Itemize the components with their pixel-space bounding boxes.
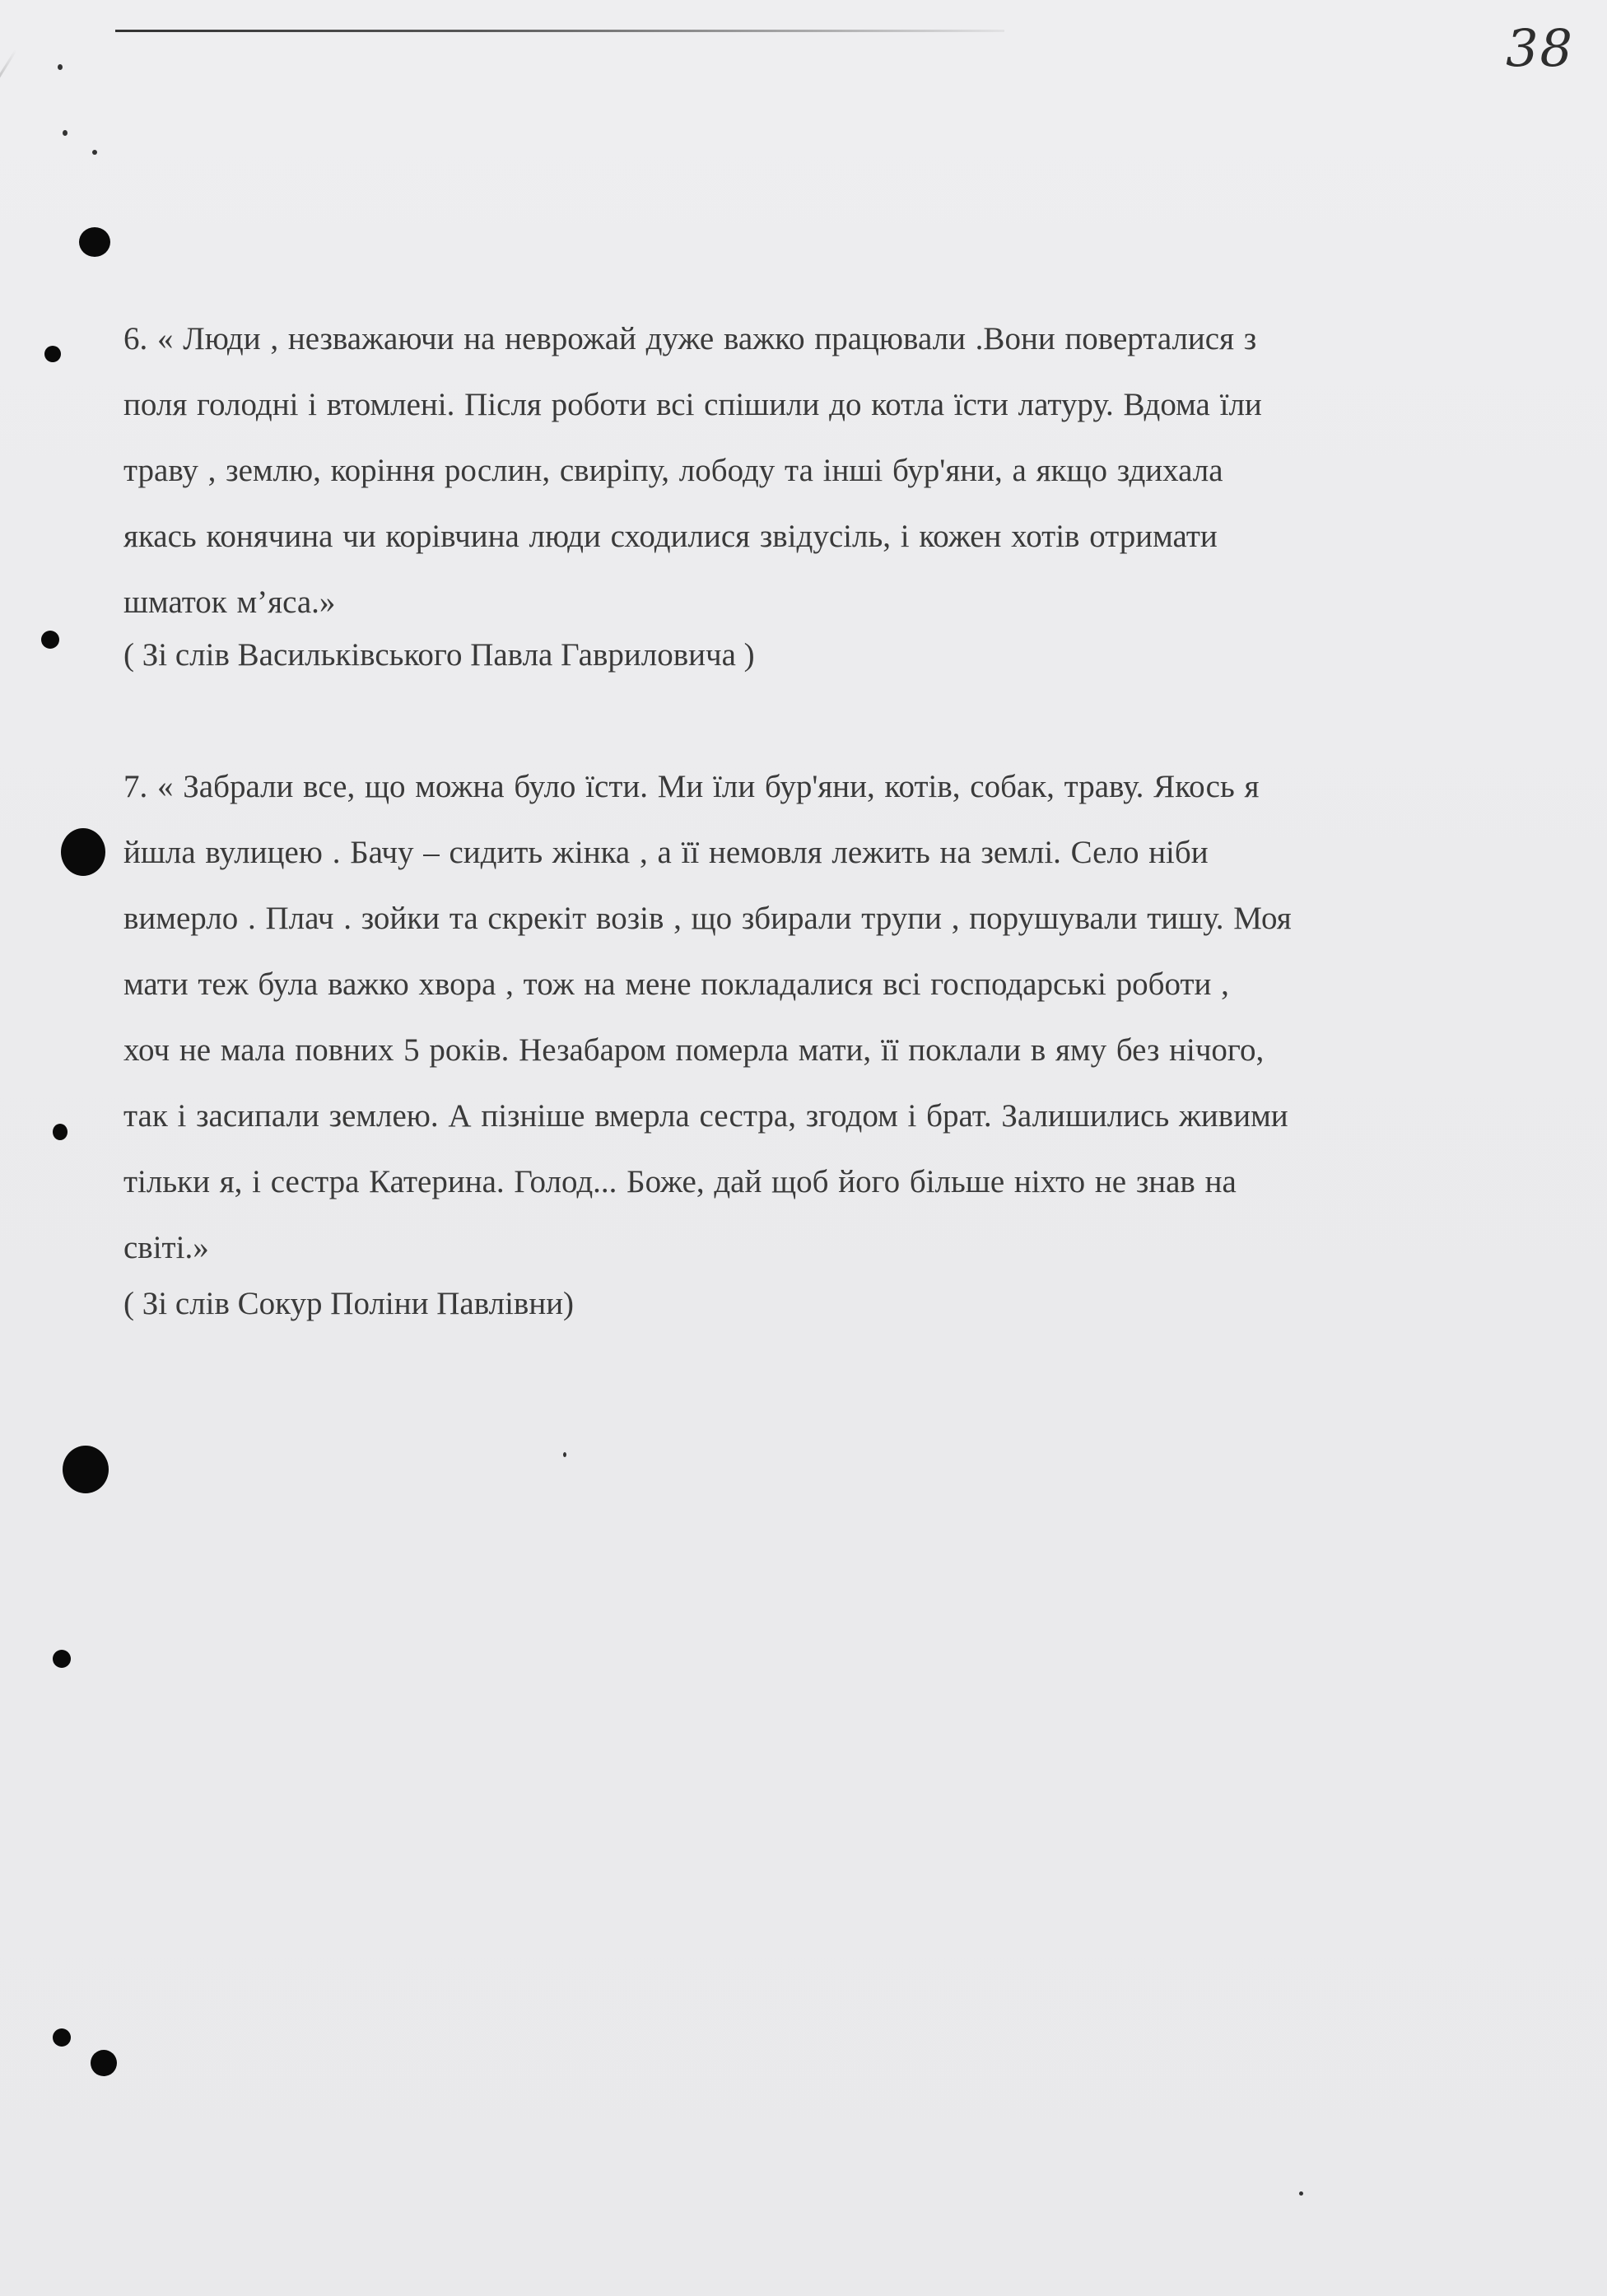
margin-speck xyxy=(63,130,68,136)
page-number: 38 xyxy=(1506,18,1574,78)
testimony-line: вимерло . Плач . зойки та скрекіт возів , що збирали трупи , порушували тишу. Моя xyxy=(123,901,1292,936)
testimony-line: мати теж була важко хвора , тож на мене покладалися всі господарські роботи , xyxy=(123,966,1229,1002)
testimony-6 xyxy=(123,306,1474,678)
testimony-line: 6. « Люди , незважаючи на неврожай дуже важко працювали .Вони поверталися з xyxy=(123,321,1257,356)
margin-speck xyxy=(92,150,97,155)
testimony-line: траву , землю, коріння рослин, свиріпу, лободу та інші бур'яни, а якщо здихала xyxy=(123,453,1223,488)
page-speck xyxy=(1299,2191,1303,2196)
punch-hole xyxy=(91,2050,117,2076)
testimony-line: шматок м’яса.» xyxy=(123,584,336,620)
document-body xyxy=(123,306,1474,1327)
punch-hole xyxy=(79,227,110,257)
testimony-7 xyxy=(123,754,1474,1327)
testimony-line: тільки я, і сестра Катерина. Голод... Боже, дай щоб його більше ніхто не знав на xyxy=(123,1164,1237,1199)
punch-hole xyxy=(63,1446,109,1493)
testimony-attribution: ( Зі слів Сокур Поліни Павлівни) xyxy=(123,1286,575,1321)
punch-hole xyxy=(41,631,59,649)
testimony-line: поля голодні і втомлені. Після роботи всі спішили до котла їсти латуру. Вдома їли xyxy=(123,387,1262,422)
punch-hole xyxy=(61,828,105,876)
testimony-line: йшла вулицею . Бачу – сидить жінка , а її немовля лежить на землі. Село ніби xyxy=(123,835,1209,870)
testimony-line: так і засипали землею. А пізніше вмерла сестра, згодом і брат. Залишились живими xyxy=(123,1098,1288,1134)
margin-speck xyxy=(58,64,63,70)
page-speck xyxy=(563,1452,566,1457)
testimony-line: 7. « Забрали все, що можна було їсти. Ми їли бур'яни, котів, собак, траву. Якось я xyxy=(123,769,1260,804)
testimony-attribution: ( Зі слів Васильківського Павла Гавриловича ) xyxy=(123,637,755,673)
punch-hole xyxy=(53,1124,68,1140)
punch-hole xyxy=(53,2028,71,2047)
testimony-line: світі.» xyxy=(123,1230,209,1265)
punch-hole xyxy=(53,1650,71,1668)
testimony-line: якась конячина чи корівчина люди сходилися звідусіль, і кожен хотів отримати xyxy=(123,519,1218,554)
top-edge-line xyxy=(115,30,1004,32)
testimony-line: хоч не мала повних 5 років. Незабаром померла мати, її поклали в яму без нічого, xyxy=(123,1032,1265,1068)
corner-pencil-mark xyxy=(0,49,17,198)
punch-hole xyxy=(44,346,61,362)
